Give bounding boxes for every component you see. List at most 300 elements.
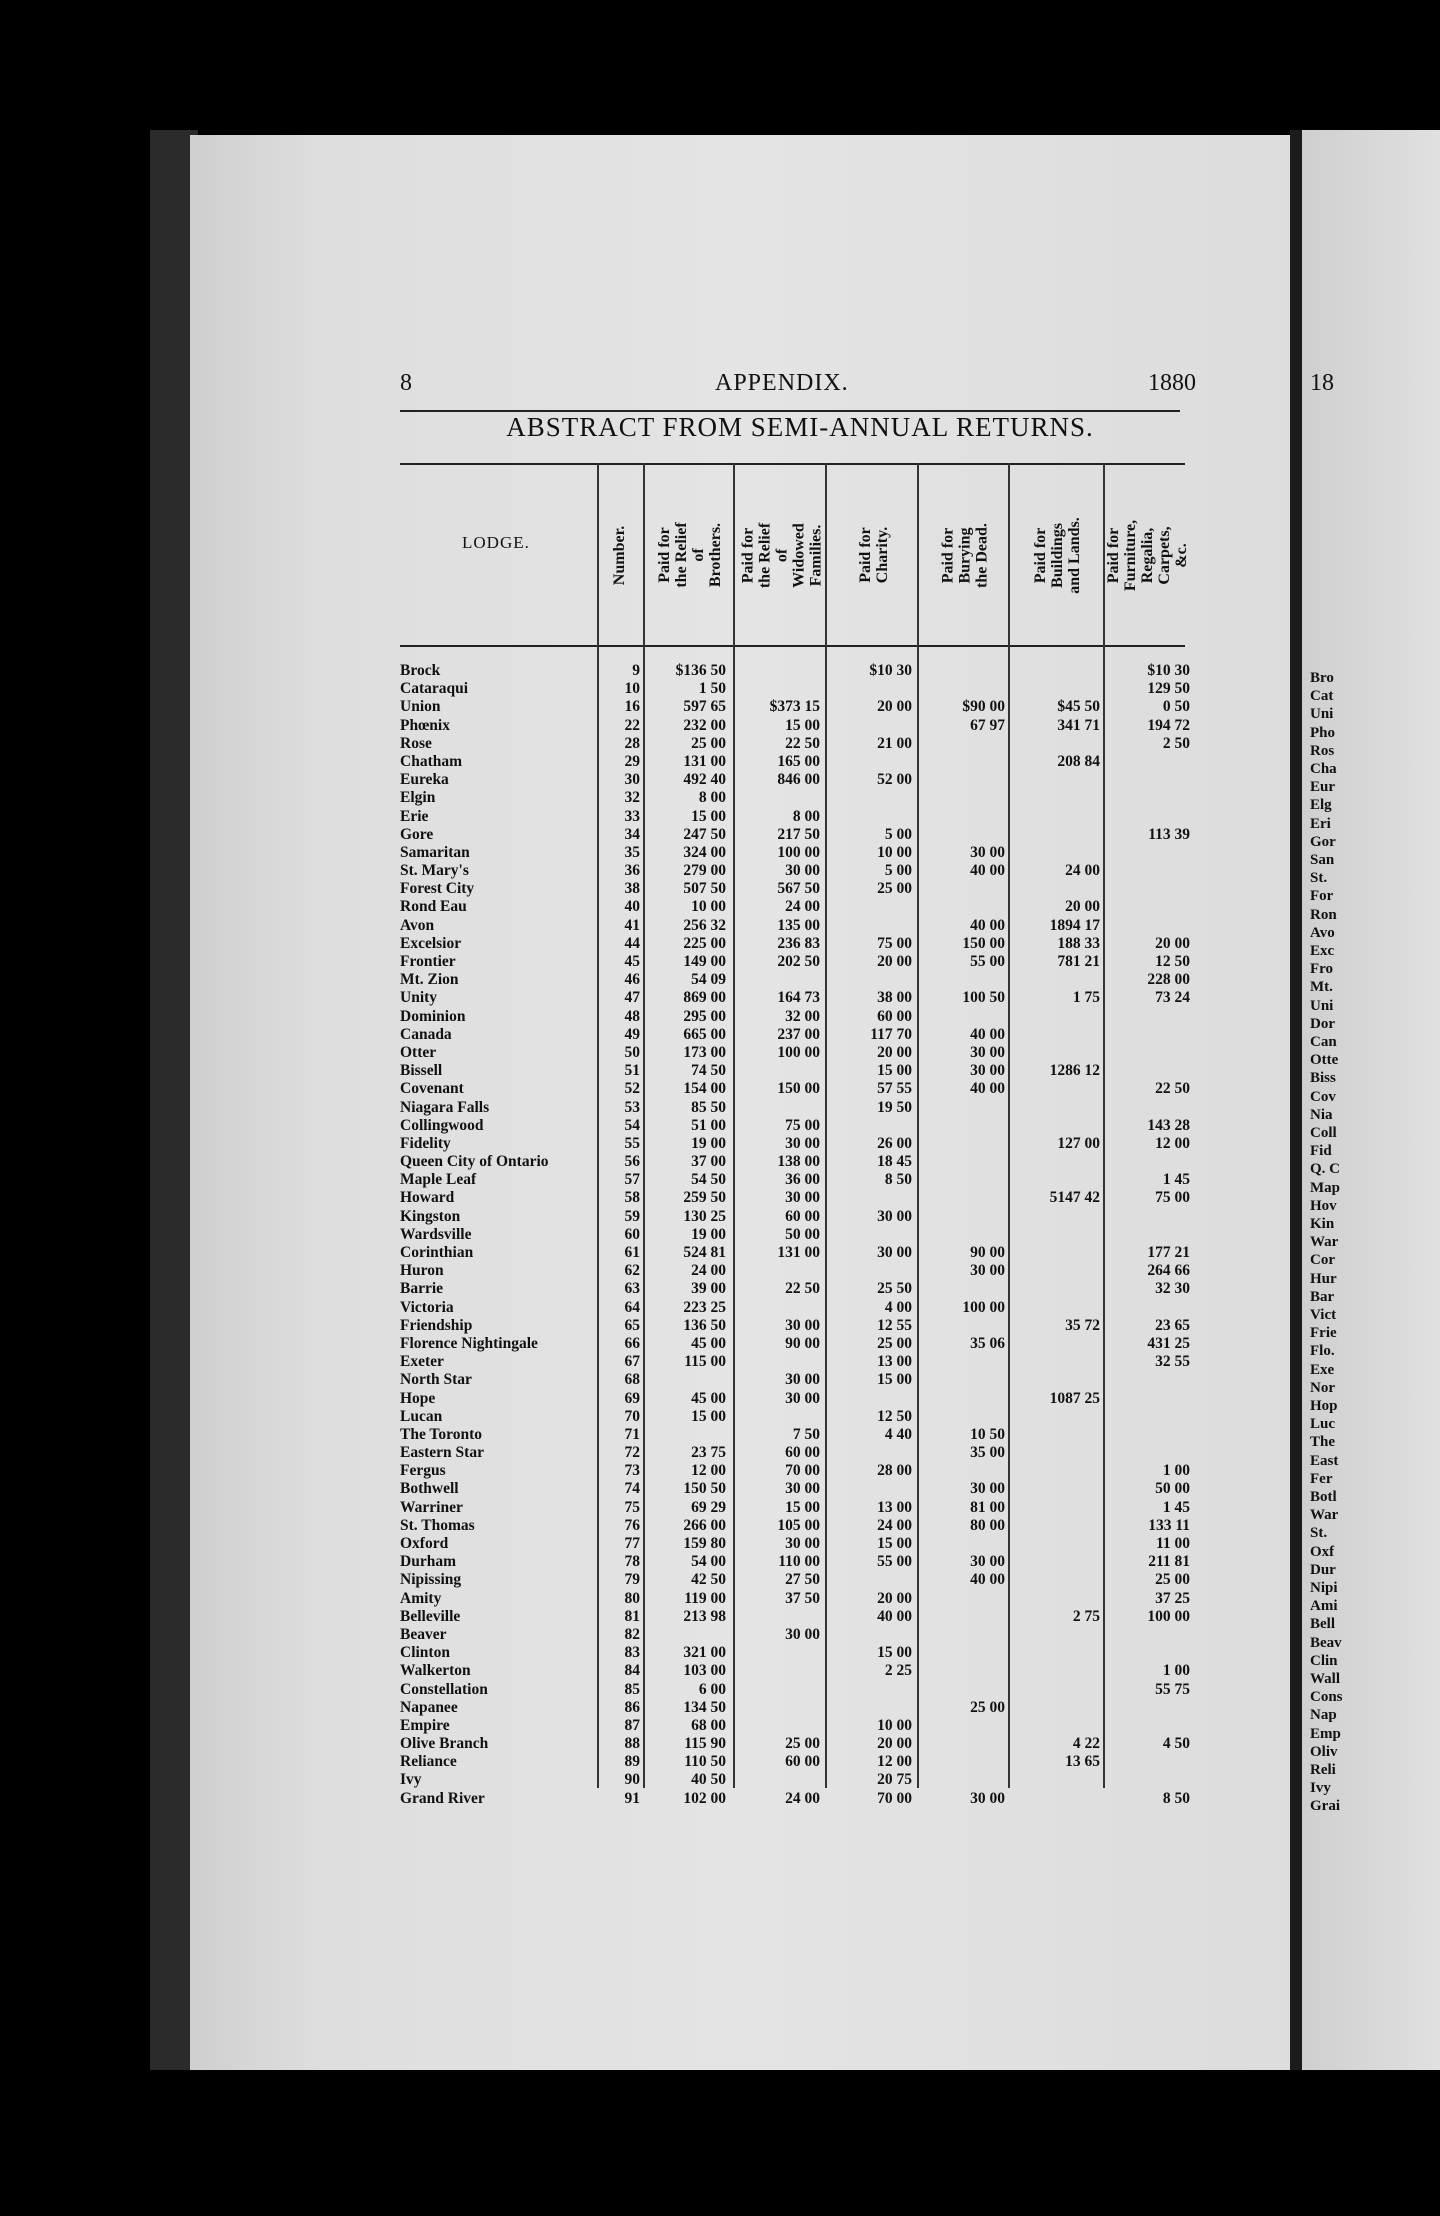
- cell-brothers: 23 75: [691, 1444, 726, 1462]
- cell-furniture: 194 72: [1147, 716, 1190, 734]
- cell-widowed: 7 50: [792, 1425, 820, 1443]
- cell-furniture: 37 25: [1155, 1589, 1190, 1607]
- cell-buildings: 20 00: [1065, 898, 1100, 916]
- cell-lodge: Grand River: [400, 1789, 485, 1807]
- cell-furniture: 4 50: [1162, 1735, 1190, 1753]
- cell-brothers: 134 50: [683, 1698, 726, 1716]
- table-row: [400, 1590, 1190, 1608]
- cell-lodge: Corinthian: [400, 1244, 474, 1261]
- cell-lodge: St. Thomas: [400, 1516, 475, 1534]
- cell-burying: 55 00: [970, 953, 1005, 970]
- cell-number: 28: [624, 734, 640, 752]
- facing-page-line: Elg: [1310, 797, 1332, 814]
- cell-lodge: Forest City: [400, 880, 475, 898]
- cell-lodge: Brock: [400, 662, 441, 679]
- cell-charity: 30 00: [877, 1244, 912, 1261]
- column-header-relief-widowed: Paid for the Relief of Widowed Families.: [739, 522, 825, 588]
- returns-table: [400, 662, 1190, 1808]
- cell-burying: 30 00: [970, 1062, 1005, 1080]
- column-header-lodge: LODGE.: [462, 533, 530, 552]
- cell-furniture: 50 00: [1155, 1480, 1190, 1498]
- table-row: [400, 1117, 1190, 1135]
- facing-page-header: 18: [1310, 370, 1334, 396]
- facing-page-line: Nipi: [1310, 1580, 1338, 1596]
- facing-page-line: Ron: [1310, 906, 1337, 923]
- cell-brothers: 10 00: [691, 898, 726, 916]
- cell-number: 75: [624, 1498, 640, 1516]
- cell-widowed: 50 00: [785, 1225, 820, 1243]
- cell-brothers: 266 00: [683, 1516, 726, 1534]
- cell-number: 57: [624, 1171, 640, 1189]
- cell-lodge: Napanee: [400, 1698, 458, 1716]
- cell-brothers: 665 00: [683, 1025, 726, 1043]
- cell-widowed: 236 83: [777, 934, 820, 952]
- cell-charity: 12 00: [877, 1753, 912, 1771]
- cell-brothers: 19 00: [691, 1134, 726, 1152]
- cell-brothers: 69 29: [691, 1498, 726, 1516]
- cell-number: 76: [624, 1516, 640, 1534]
- cell-buildings: 127 00: [1057, 1134, 1100, 1152]
- cell-brothers: 45 00: [691, 1334, 726, 1352]
- facing-page-line: Uni: [1310, 706, 1334, 723]
- cell-charity: 25 00: [877, 880, 912, 898]
- facing-page-line: Uni: [1310, 997, 1334, 1014]
- cell-widowed: 15 00: [785, 716, 820, 734]
- facing-page-line: Mt.: [1310, 979, 1333, 996]
- cell-lodge: Belleville: [400, 1607, 461, 1625]
- cell-lodge: Samaritan: [400, 843, 470, 861]
- facing-page-line: Beav: [1310, 1634, 1342, 1651]
- cell-charity: 20 75: [877, 1771, 912, 1789]
- cell-burying: 30 00: [970, 843, 1005, 861]
- cell-lodge: Fergus: [400, 1462, 446, 1480]
- cell-furniture: 11 00: [1155, 1535, 1190, 1552]
- cell-charity: 26 00: [877, 1134, 912, 1152]
- cell-furniture: 32 55: [1155, 1353, 1190, 1371]
- cell-number: 68: [624, 1371, 640, 1389]
- facing-page-line: Nor: [1310, 1379, 1335, 1396]
- cell-furniture: 133 11: [1148, 1516, 1190, 1534]
- cell-lodge: Elgin: [400, 789, 436, 807]
- cell-lodge: Huron: [400, 1262, 444, 1280]
- cell-burying: 40 00: [970, 1080, 1005, 1098]
- cell-furniture: 1 00: [1162, 1462, 1190, 1480]
- cell-number: 91: [624, 1789, 640, 1807]
- cell-number: 69: [624, 1389, 640, 1407]
- facing-page-line: Wall: [1310, 1671, 1341, 1687]
- table-row: [400, 789, 1190, 807]
- cell-charity: 2 25: [884, 1662, 912, 1680]
- cell-number: 47: [624, 989, 640, 1007]
- table-row: [400, 1044, 1190, 1062]
- cell-charity: 57 55: [877, 1080, 912, 1098]
- cell-charity: 4 40: [884, 1425, 912, 1443]
- facing-page-line: Nap: [1310, 1707, 1337, 1724]
- cell-widowed: 30 00: [785, 1480, 820, 1498]
- facing-page-line: Hop: [1310, 1398, 1338, 1414]
- cell-lodge: Nipissing: [400, 1571, 462, 1589]
- cell-lodge: Empire: [400, 1716, 450, 1734]
- cell-brothers: 213 98: [683, 1607, 726, 1625]
- cell-brothers: 42 50: [691, 1571, 726, 1589]
- facing-page-line: Ami: [1310, 1598, 1338, 1615]
- cell-widowed: 24 00: [785, 898, 820, 916]
- cell-number: 22: [624, 716, 640, 734]
- cell-brothers: 85 50: [691, 1098, 726, 1116]
- cell-brothers: 256 32: [683, 916, 726, 934]
- table-row: [400, 1208, 1190, 1226]
- cell-lodge: Olive Branch: [400, 1735, 489, 1753]
- cell-lodge: Gore: [400, 825, 434, 843]
- cell-number: 29: [624, 752, 640, 770]
- table-title: ABSTRACT FROM SEMI-ANNUAL RETURNS.: [506, 412, 1094, 442]
- cell-number: 40: [624, 898, 640, 916]
- cell-number: 59: [624, 1207, 640, 1225]
- cell-burying: 30 00: [970, 1262, 1005, 1280]
- facing-page-line: Avo: [1310, 924, 1335, 941]
- section-title: APPENDIX.: [715, 370, 849, 396]
- cell-lodge: Wardsville: [400, 1225, 472, 1243]
- cell-furniture: 2 50: [1162, 734, 1190, 752]
- table-row: [400, 1626, 1190, 1644]
- cell-lodge: Barrie: [400, 1280, 444, 1298]
- cell-lodge: Collingwood: [400, 1116, 484, 1134]
- cell-number: 46: [624, 971, 640, 989]
- cell-charity: 8 50: [884, 1171, 912, 1189]
- cell-lodge: The Toronto: [400, 1425, 482, 1443]
- table-row: [400, 771, 1190, 789]
- cell-widowed: 30 00: [785, 1625, 820, 1643]
- cell-brothers: 150 50: [683, 1480, 726, 1498]
- cell-brothers: 39 00: [691, 1280, 726, 1298]
- cell-lodge: Durham: [400, 1553, 456, 1571]
- cell-widowed: 202 50: [777, 953, 820, 970]
- cell-number: 61: [624, 1244, 640, 1261]
- table-row: [400, 680, 1190, 698]
- cell-charity: 5 00: [884, 825, 912, 843]
- cell-brothers: 159 80: [683, 1535, 726, 1552]
- cell-lodge: Ivy: [400, 1771, 422, 1789]
- cell-furniture: 22 50: [1155, 1080, 1190, 1098]
- cell-brothers: 51 00: [691, 1116, 726, 1134]
- cell-lodge: Unity: [400, 989, 438, 1007]
- cell-lodge: Reliance: [400, 1753, 457, 1771]
- table-row: [400, 1717, 1190, 1735]
- cell-lodge: Exeter: [400, 1353, 444, 1371]
- cell-brothers: 68 00: [691, 1716, 726, 1734]
- cell-charity: 12 50: [877, 1407, 912, 1425]
- cell-burying: 30 00: [970, 1789, 1005, 1807]
- cell-widowed: 100 00: [777, 843, 820, 861]
- cell-widowed: 165 00: [777, 752, 820, 770]
- cell-brothers: 37 00: [691, 1153, 726, 1171]
- cell-number: 67: [624, 1353, 640, 1371]
- cell-number: 44: [624, 934, 640, 952]
- cell-lodge: Hope: [400, 1389, 436, 1407]
- cell-brothers: 8 00: [698, 789, 726, 807]
- cell-buildings: 341 71: [1057, 716, 1100, 734]
- facing-page-line: Dor: [1310, 1015, 1335, 1032]
- cell-number: 51: [624, 1062, 640, 1080]
- cell-lodge: Mt. Zion: [400, 971, 459, 989]
- cell-widowed: 8 00: [792, 807, 820, 825]
- cell-lodge: Kingston: [400, 1207, 461, 1225]
- table-row: [400, 1244, 1190, 1262]
- table-row: [400, 735, 1190, 753]
- facing-page-line: Bro: [1310, 670, 1334, 686]
- table-row: [400, 1790, 1190, 1808]
- table-row: [400, 1317, 1190, 1335]
- cell-burying: 30 00: [970, 1553, 1005, 1571]
- cell-charity: 40 00: [877, 1607, 912, 1625]
- table-row: [400, 1681, 1190, 1699]
- facing-page-line: St.: [1310, 870, 1328, 887]
- facing-page-line: Dur: [1310, 1561, 1336, 1578]
- table-row: [400, 971, 1190, 989]
- cell-burying: 40 00: [970, 916, 1005, 934]
- cell-lodge: Excelsior: [400, 934, 462, 952]
- cell-number: 88: [624, 1735, 640, 1753]
- facing-page-line: Otte: [1310, 1052, 1339, 1069]
- facing-page-fragment: [1302, 130, 1440, 2070]
- table-row: [400, 1735, 1190, 1753]
- cell-lodge: Niagara Falls: [400, 1098, 490, 1116]
- cell-burying: 30 00: [970, 1480, 1005, 1498]
- table-row: [400, 662, 1190, 680]
- table-row: [400, 1408, 1190, 1426]
- cell-charity: 24 00: [877, 1516, 912, 1534]
- cell-charity: 13 00: [877, 1353, 912, 1371]
- table-row: [400, 1189, 1190, 1207]
- cell-brothers: 54 00: [691, 1553, 726, 1571]
- table-row: [400, 1553, 1190, 1571]
- cell-lodge: Friendship: [400, 1316, 473, 1334]
- facing-page-line: Vict: [1310, 1307, 1337, 1323]
- page-number: 8: [400, 370, 412, 396]
- cell-lodge: Walkerton: [400, 1662, 471, 1680]
- cell-widowed: 30 00: [785, 1189, 820, 1207]
- table-row: [400, 1517, 1190, 1535]
- cell-number: 84: [624, 1662, 640, 1680]
- cell-widowed: 131 00: [777, 1244, 820, 1261]
- facing-page-line: Hov: [1310, 1197, 1337, 1214]
- cell-brothers: 15 00: [691, 1407, 726, 1425]
- cell-brothers: 154 00: [683, 1080, 726, 1098]
- column-header-burying: Paid for Burying the Dead.: [939, 522, 991, 588]
- facing-page-line: Exc: [1310, 943, 1335, 959]
- cell-furniture: 177 21: [1147, 1244, 1190, 1261]
- cell-buildings: 188 33: [1057, 934, 1100, 952]
- cell-charity: 55 00: [877, 1553, 912, 1571]
- cell-widowed: 237 00: [777, 1025, 820, 1043]
- cell-burying: 67 97: [970, 716, 1005, 734]
- cell-burying: $90 00: [962, 698, 1005, 716]
- cell-lodge: Amity: [400, 1589, 442, 1607]
- facing-page-line: Botl: [1310, 1489, 1337, 1505]
- cell-number: 65: [624, 1316, 640, 1334]
- cell-furniture: 431 25: [1147, 1334, 1190, 1352]
- cell-brothers: 102 00: [683, 1789, 726, 1807]
- cell-buildings: 208 84: [1057, 752, 1100, 770]
- cell-brothers: 295 00: [683, 1007, 726, 1025]
- cell-number: 82: [624, 1625, 640, 1643]
- cell-lodge: Queen City of Ontario: [400, 1153, 549, 1171]
- cell-number: 85: [624, 1680, 640, 1698]
- table-row: [400, 1299, 1190, 1317]
- cell-number: 87: [624, 1716, 640, 1734]
- facing-page-line: Can: [1310, 1034, 1337, 1050]
- cell-burying: 35 00: [970, 1444, 1005, 1462]
- facing-page-line: Ros: [1310, 742, 1335, 759]
- cell-charity: 10 00: [877, 1716, 912, 1734]
- table-row: [400, 1426, 1190, 1444]
- cell-lodge: Union: [400, 698, 441, 716]
- cell-number: 41: [624, 916, 640, 934]
- cell-charity: 25 00: [877, 1334, 912, 1352]
- table-row: [400, 1280, 1190, 1298]
- cell-lodge: Frontier: [400, 953, 456, 970]
- cell-buildings: 4 22: [1072, 1735, 1100, 1753]
- cell-lodge: St. Mary's: [400, 862, 469, 880]
- cell-furniture: 25 00: [1155, 1571, 1190, 1589]
- table-row: [400, 1644, 1190, 1662]
- cell-lodge: Lucan: [400, 1407, 443, 1425]
- cell-burying: 40 00: [970, 862, 1005, 880]
- cell-charity: 5 00: [884, 862, 912, 880]
- table-row: [400, 826, 1190, 844]
- cell-lodge: Clinton: [400, 1644, 450, 1662]
- facing-page-line: War: [1310, 1234, 1339, 1251]
- cell-furniture: 228 00: [1147, 971, 1190, 989]
- cell-lodge: Dominion: [400, 1007, 466, 1025]
- facing-page-line: Map: [1310, 1179, 1340, 1196]
- cell-widowed: $373 15: [769, 698, 820, 716]
- cell-lodge: Fidelity: [400, 1134, 451, 1152]
- cell-charity: 20 00: [877, 1589, 912, 1607]
- cell-furniture: 100 00: [1147, 1607, 1190, 1625]
- cell-widowed: 30 00: [785, 1389, 820, 1407]
- table-row: [400, 1753, 1190, 1771]
- table-row: [400, 1335, 1190, 1353]
- facing-page-line: Cat: [1310, 688, 1334, 705]
- facing-page-line: Eur: [1310, 779, 1336, 796]
- cell-brothers: 19 00: [691, 1225, 726, 1243]
- facing-page-line: Fro: [1310, 961, 1334, 978]
- cell-furniture: 1 00: [1162, 1662, 1190, 1680]
- cell-brothers: 115 00: [684, 1353, 726, 1371]
- cell-number: 62: [624, 1262, 640, 1280]
- table-row: [400, 1153, 1190, 1171]
- cell-number: 71: [624, 1425, 640, 1443]
- cell-charity: 20 00: [877, 1043, 912, 1061]
- cell-lodge: Rond Eau: [400, 898, 467, 916]
- facing-page-line: Ivy: [1310, 1780, 1331, 1797]
- cell-brothers: 321 00: [683, 1644, 726, 1662]
- table-row: [400, 1444, 1190, 1462]
- cell-widowed: 110 00: [778, 1553, 820, 1571]
- cell-furniture: 264 66: [1147, 1262, 1190, 1280]
- cell-brothers: 6 00: [698, 1680, 726, 1698]
- cell-lodge: Chatham: [400, 752, 463, 770]
- cell-widowed: 75 00: [785, 1116, 820, 1134]
- cell-furniture: 20 00: [1155, 934, 1190, 952]
- table-row: [400, 1135, 1190, 1153]
- cell-charity: 38 00: [877, 989, 912, 1007]
- cell-brothers: 24 00: [691, 1262, 726, 1280]
- facing-page-line: Fid: [1310, 1143, 1332, 1160]
- table-row: [400, 1371, 1190, 1389]
- cell-number: 89: [624, 1753, 640, 1771]
- cell-brothers: 54 50: [691, 1171, 726, 1189]
- table-row: [400, 935, 1190, 953]
- cell-charity: 4 00: [884, 1298, 912, 1316]
- cell-charity: 19 50: [877, 1098, 912, 1116]
- facing-page-line: Cov: [1310, 1088, 1336, 1105]
- cell-burying: 40 00: [970, 1025, 1005, 1043]
- cell-charity: 20 00: [877, 698, 912, 716]
- cell-lodge: Eureka: [400, 771, 449, 789]
- facing-page-line: Clin: [1310, 1652, 1338, 1669]
- cell-buildings: 35 72: [1065, 1316, 1100, 1334]
- cell-number: 83: [624, 1644, 640, 1662]
- cell-brothers: $136 50: [675, 662, 726, 679]
- table-row: [400, 1390, 1190, 1408]
- cell-brothers: 130 25: [683, 1207, 726, 1225]
- cell-widowed: 70 00: [785, 1462, 820, 1480]
- cell-number: 74: [624, 1480, 640, 1498]
- column-header-number: Number.: [611, 525, 629, 585]
- cell-furniture: 1 45: [1162, 1171, 1190, 1189]
- cell-brothers: 173 00: [683, 1043, 726, 1061]
- facing-page-line: The: [1310, 1434, 1336, 1451]
- table-row: [400, 753, 1190, 771]
- cell-furniture: 113 39: [1148, 825, 1190, 843]
- cell-brothers: 232 00: [683, 716, 726, 734]
- facing-page-line: War: [1310, 1507, 1339, 1524]
- table-row: [400, 1226, 1190, 1244]
- cell-widowed: 37 50: [785, 1589, 820, 1607]
- cell-number: 36: [624, 862, 640, 880]
- cell-lodge: Phœnix: [400, 716, 450, 734]
- cell-number: 30: [624, 771, 640, 789]
- cell-lodge: Erie: [400, 807, 429, 825]
- facing-page-line: Cor: [1310, 1252, 1335, 1269]
- cell-brothers: 25 00: [691, 734, 726, 752]
- cell-burying: 30 00: [970, 1043, 1005, 1061]
- cell-brothers: 223 25: [683, 1298, 726, 1316]
- cell-number: 38: [624, 880, 640, 898]
- cell-furniture: 75 00: [1155, 1189, 1190, 1207]
- book-gutter: [1290, 130, 1302, 2070]
- table-row: [400, 1462, 1190, 1480]
- cell-number: 64: [624, 1298, 640, 1316]
- cell-brothers: 279 00: [683, 862, 726, 880]
- cell-buildings: 13 65: [1065, 1753, 1100, 1771]
- cell-charity: 20 00: [877, 1735, 912, 1753]
- cell-number: 33: [624, 807, 640, 825]
- facing-page-line: Cha: [1310, 761, 1337, 777]
- cell-widowed: 32 00: [785, 1007, 820, 1025]
- cell-lodge: Constellation: [400, 1680, 488, 1698]
- cell-lodge: Bissell: [400, 1062, 443, 1080]
- table-row: [400, 1099, 1190, 1117]
- cell-number: 56: [624, 1153, 640, 1171]
- cell-charity: 15 00: [877, 1644, 912, 1662]
- cell-burying: 10 50: [970, 1425, 1005, 1443]
- cell-widowed: 30 00: [785, 1535, 820, 1552]
- cell-widowed: 30 00: [785, 1371, 820, 1389]
- table-row: [400, 1026, 1190, 1044]
